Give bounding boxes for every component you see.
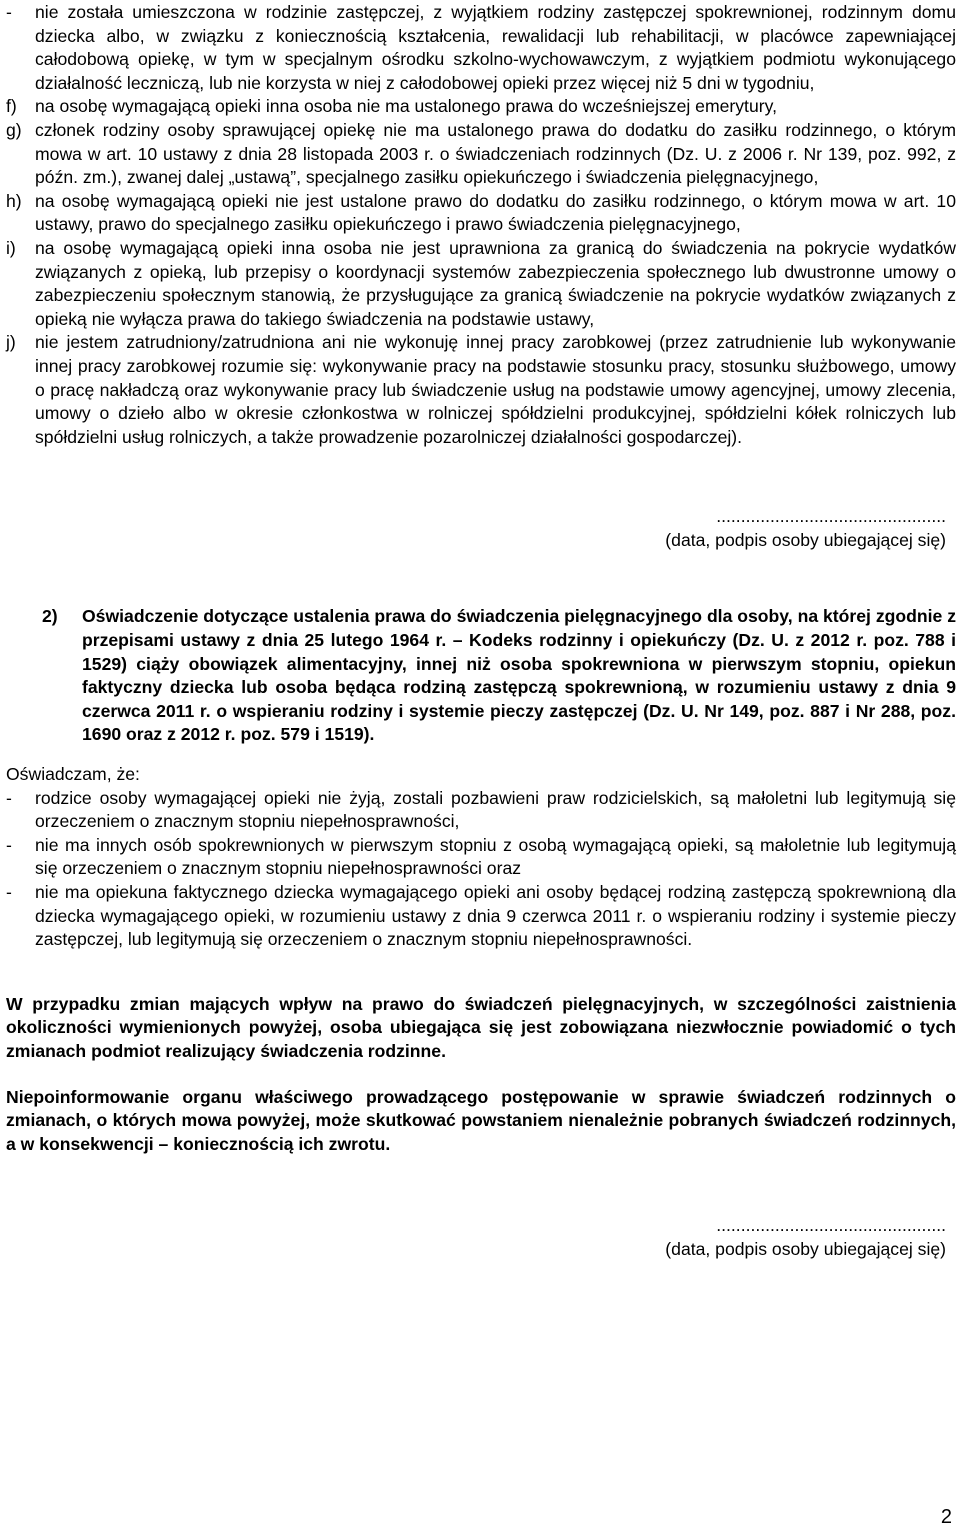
document-page [6,1,956,1262]
signature-caption: (data, podpis osoby ubiegającej się) [665,1238,946,1259]
list-item-h [6,190,956,237]
list-marker: - [6,882,12,902]
list-item [6,787,956,834]
list-item-text: rodzice osoby wymagającej opieki nie żyją, zostali pozbawieni praw rodzicielskich, są małoletni lub legitymują się orzeczeniem o znacznym stopniu niepełnosprawności, [35,787,956,832]
list-item-text: nie ma opiekuna faktycznego dziecka wymagającego opieki ani osoby będącej rodziną zastępczą spokrewnioną dla dziecka wymagającego opieki, w rozumieniu ustawy z dnia 9 czerwca 2011 r. o wspieraniu rodziny i systemie pieczy zastępczej, lub legitymują się orzeczeniem o znacznym stopniu niepełnosprawności. [35,882,956,950]
signature-caption: (data, podpis osoby ubiegającej się) [665,529,946,550]
list-item-text: członek rodziny osoby sprawującej opiekę nie ma ustalonego prawa do dodatku do zasiłku rodzinnego, o którym mowa w art. 10 ustawy z dnia 28 listopada 2003 r. o świadczeniach rodzinnych (Dz. U. z 2006 r. Nr 139, poz. 992, z późn. zm.), zwanej dalej „ustawą”, specjalnego zasiłku opiekuńczego i świadczenia pielęgnacyjnego, [35,119,956,188]
list-item-text: nie została umieszczona w rodzinie zastępczej, z wyjątkiem rodziny zastępczej spokrewnionej, rodzinnym domu dziecka albo, w związku z koniecznością kształcenia, rewalidacji lub rehabilitacji, w placówce zapewniającej całodobową opiekę, w tym w specjalnym ośrodku szkolno-wychowawczym, z wyjątkiem podmiotu wykonującego działalność leczniczą, lub nie korzysta w niej z całodobowej opieki przez więcej niż 5 dni w tygodniu, [35,2,956,93]
list-item-i [6,237,956,331]
list-item-text: na osobę wymagającą opieki inna osoba nie ma ustalonego prawa do wcześniejszej emerytury, [35,96,777,117]
declaration-intro: Oświadczam, że: [6,764,140,785]
signature-line: ............................................... [716,1215,946,1236]
list-item-g [6,119,956,190]
list-marker: f) [6,96,17,117]
signature-line: ............................................... [716,506,946,527]
list-item [6,881,956,952]
list-marker: - [6,834,12,855]
page-number: 2 [940,1506,952,1528]
list-item [6,834,956,881]
section-heading-text: Oświadczenie dotyczące ustalenia prawa do świadczenia pielęgnacyjnego dla osoby, na której zgodnie z przepisami ustawy z dnia 25 lutego 1964 r. – Kodeks rodzinny i opiekuńczy (Dz. U. z 2012 r. poz. 788 i 1529) ciąży obowiązek alimentacyjny, innej niż osoba spokrewniona w pierwszym stopniu, opiekun faktyczny dziecka lub osoba będąca rodziną zastępczą spokrewnioną, w rozumieniu ustawy z dnia 9 czerwca 2011 r. o wspieraniu rodziny i systemie pieczy zastępczej (Dz. U. Nr 149, poz. 887 i Nr 288, poz. 1690 oraz z 2012 r. poz. 579 i 1519). [82,606,956,745]
list-item-text: nie jestem zatrudniony/zatrudniona ani nie wykonuję innej pracy zarobkowej (przez zatrudnienie lub wykonywanie innej pracy zarobkowej rozumie się: wykonywanie pracy na podstawie stosunku pracy, stosunku służbowego, umowy o pracę nakładczą oraz wykonywanie pracy lub świadczenie usług na podstawie umowy agencyjnej, umowy zlecenia, umowy o dzieło albo w okresie członkostwa w rolniczej spółdzielni produkcyjnej, spółdzielni kółek rolniczych lub spółdzielni usług rolniczych, a także prowadzenie pozarolniczej działalności gospodarczej). [35,332,956,447]
list-marker: i) [6,237,16,258]
list-marker: h) [6,190,22,211]
list-item-f [6,95,956,119]
list-item-text: na osobę wymagającą opieki nie jest ustalone prawo do dodatku do zasiłku rodzinnego, o którym mowa w art. 10 ustawy, prawo do specjalnego zasiłku opiekuńczego i prawo świadczenia pielęgnacyjnego, [35,190,956,235]
list-item [6,1,956,95]
list-item-j [6,331,956,449]
list-marker: g) [6,119,22,140]
list-item-text: na osobę wymagającą opieki inna osoba nie jest uprawniona za granicą do świadczenia na pokrycie wydatków związanych z opieką, lub przepisy o koordynacji systemów zabezpieczenia społecznego lub dwustronne umowy o zabezpieczeniu społecznym stanowią, że przysługujące za granicą świadczenie na pokrycie wydatków związanych z opieką nie wyłącza prawa do takiego świadczenia na podstawie ustawy, [35,237,956,329]
list-marker: j) [6,332,16,353]
warning-paragraph: Niepoinformowanie organu właściwego prowadzącego postępowanie w sprawie świadczeń rodzinnych o zmianach, o których mowa powyżej, może skutkować powstaniem nienależnie pobranych świadczeń rodzinnych, a w konsekwencji – koniecznością ich zwrotu. [6,1086,956,1154]
list-marker: - [6,2,12,22]
signature-block [6,505,946,552]
section-heading [6,605,956,747]
section-number: 2) [42,606,58,627]
list-item-text: nie ma innych osób spokrewnionych w pierwszym stopniu z osobą wymagającą opieki, są małoletnie lub legitymują się orzeczeniem o znacznym stopniu niepełnosprawności oraz [35,834,956,879]
notice-paragraph: W przypadku zmian mających wpływ na prawo do świadczeń pielęgnacyjnych, w szczególności zaistnienia okoliczności wymienionych powyżej, osoba ubiegająca się jest zobowiązana niezwłocznie powiadomić o tych zmianach podmiot realizujący świadczenia rodzinne. [6,993,956,1061]
list-marker: - [6,787,12,808]
signature-block [6,1214,946,1261]
